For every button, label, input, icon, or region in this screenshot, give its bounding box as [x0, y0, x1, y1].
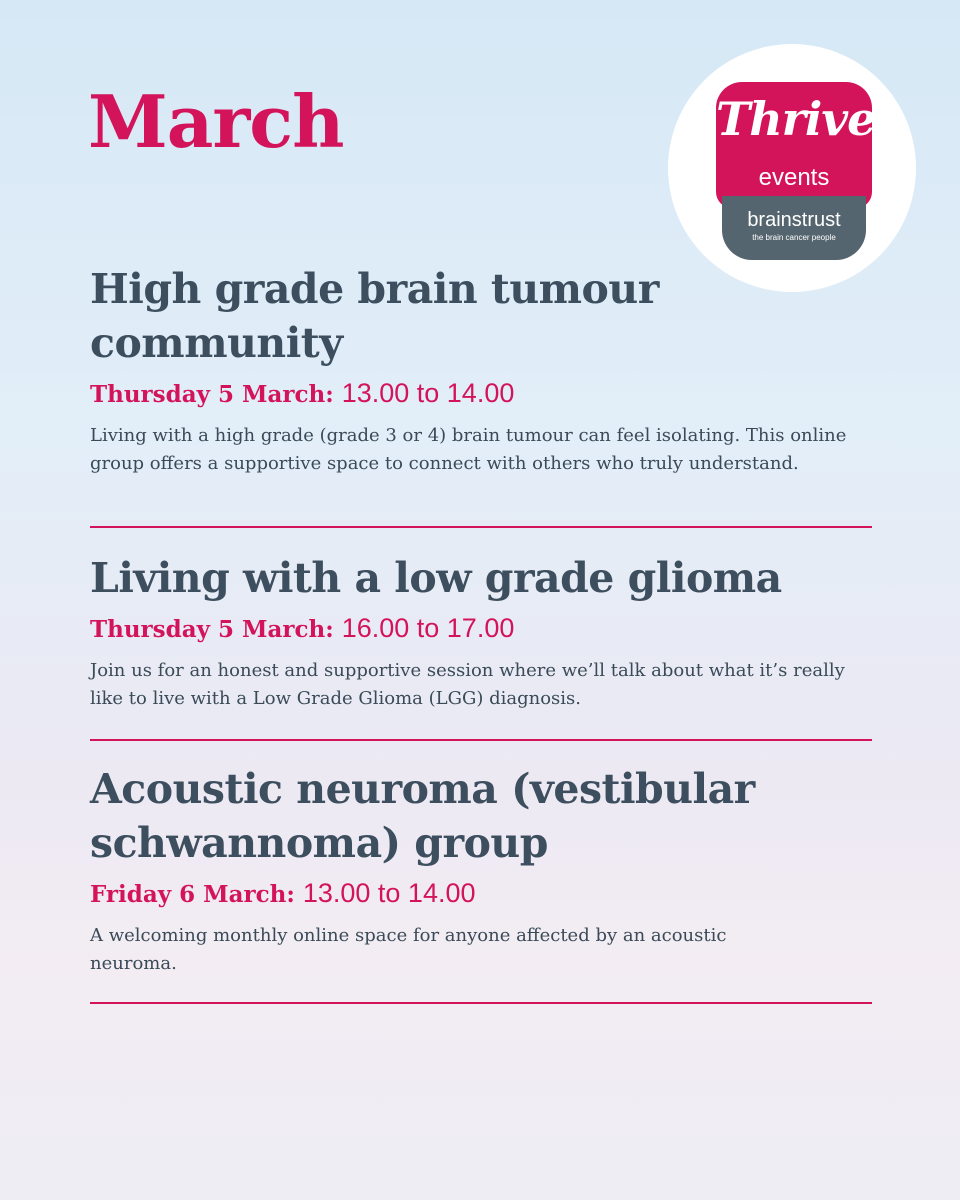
event-description: Living with a high grade (grade 3 or 4) brain tumour can feel isolating. This online group offers a supportive space to connect with others who truly understand. [90, 425, 847, 474]
logo-brand: brainstrust [747, 209, 841, 231]
event-date [90, 376, 870, 412]
event-title: Living with a low grade glioma [90, 554, 782, 602]
event-date [90, 611, 870, 647]
event-time: 13.00 to 14.00 [302, 878, 476, 908]
event-day: Thursday 5 March: [90, 616, 334, 643]
event-day: Thursday 5 March: [90, 381, 334, 408]
event-acoustic-neuroma [90, 762, 870, 978]
page-title: March [88, 79, 344, 164]
divider [90, 526, 872, 528]
event-low-grade [90, 551, 870, 713]
event-time: 13.00 to 14.00 [341, 378, 515, 408]
event-high-grade [90, 262, 870, 478]
divider [90, 739, 872, 741]
divider [90, 1002, 872, 1004]
event-description: A welcoming monthly online space for anyone affected by an acoustic neuroma. [90, 925, 727, 974]
logo-tagline: the brain cancer people [752, 233, 836, 242]
event-title: Acoustic neuroma (vestibular schwannoma) group [90, 765, 755, 867]
logo-sub: events [758, 164, 830, 191]
event-day: Friday 6 March: [90, 881, 295, 908]
logo-word: Thrive [716, 92, 876, 146]
event-date [90, 876, 870, 912]
logo-grey-block [722, 196, 866, 260]
event-time: 16.00 to 17.00 [341, 613, 515, 643]
thrive-events-logo [668, 44, 916, 292]
event-title: High grade brain tumour community [90, 265, 659, 367]
logo-pink-block [716, 82, 876, 208]
event-description: Join us for an honest and supportive session where we’ll talk about what it’s really like to live with a Low Grade Glioma (LGG) diagnosis. [90, 660, 845, 709]
